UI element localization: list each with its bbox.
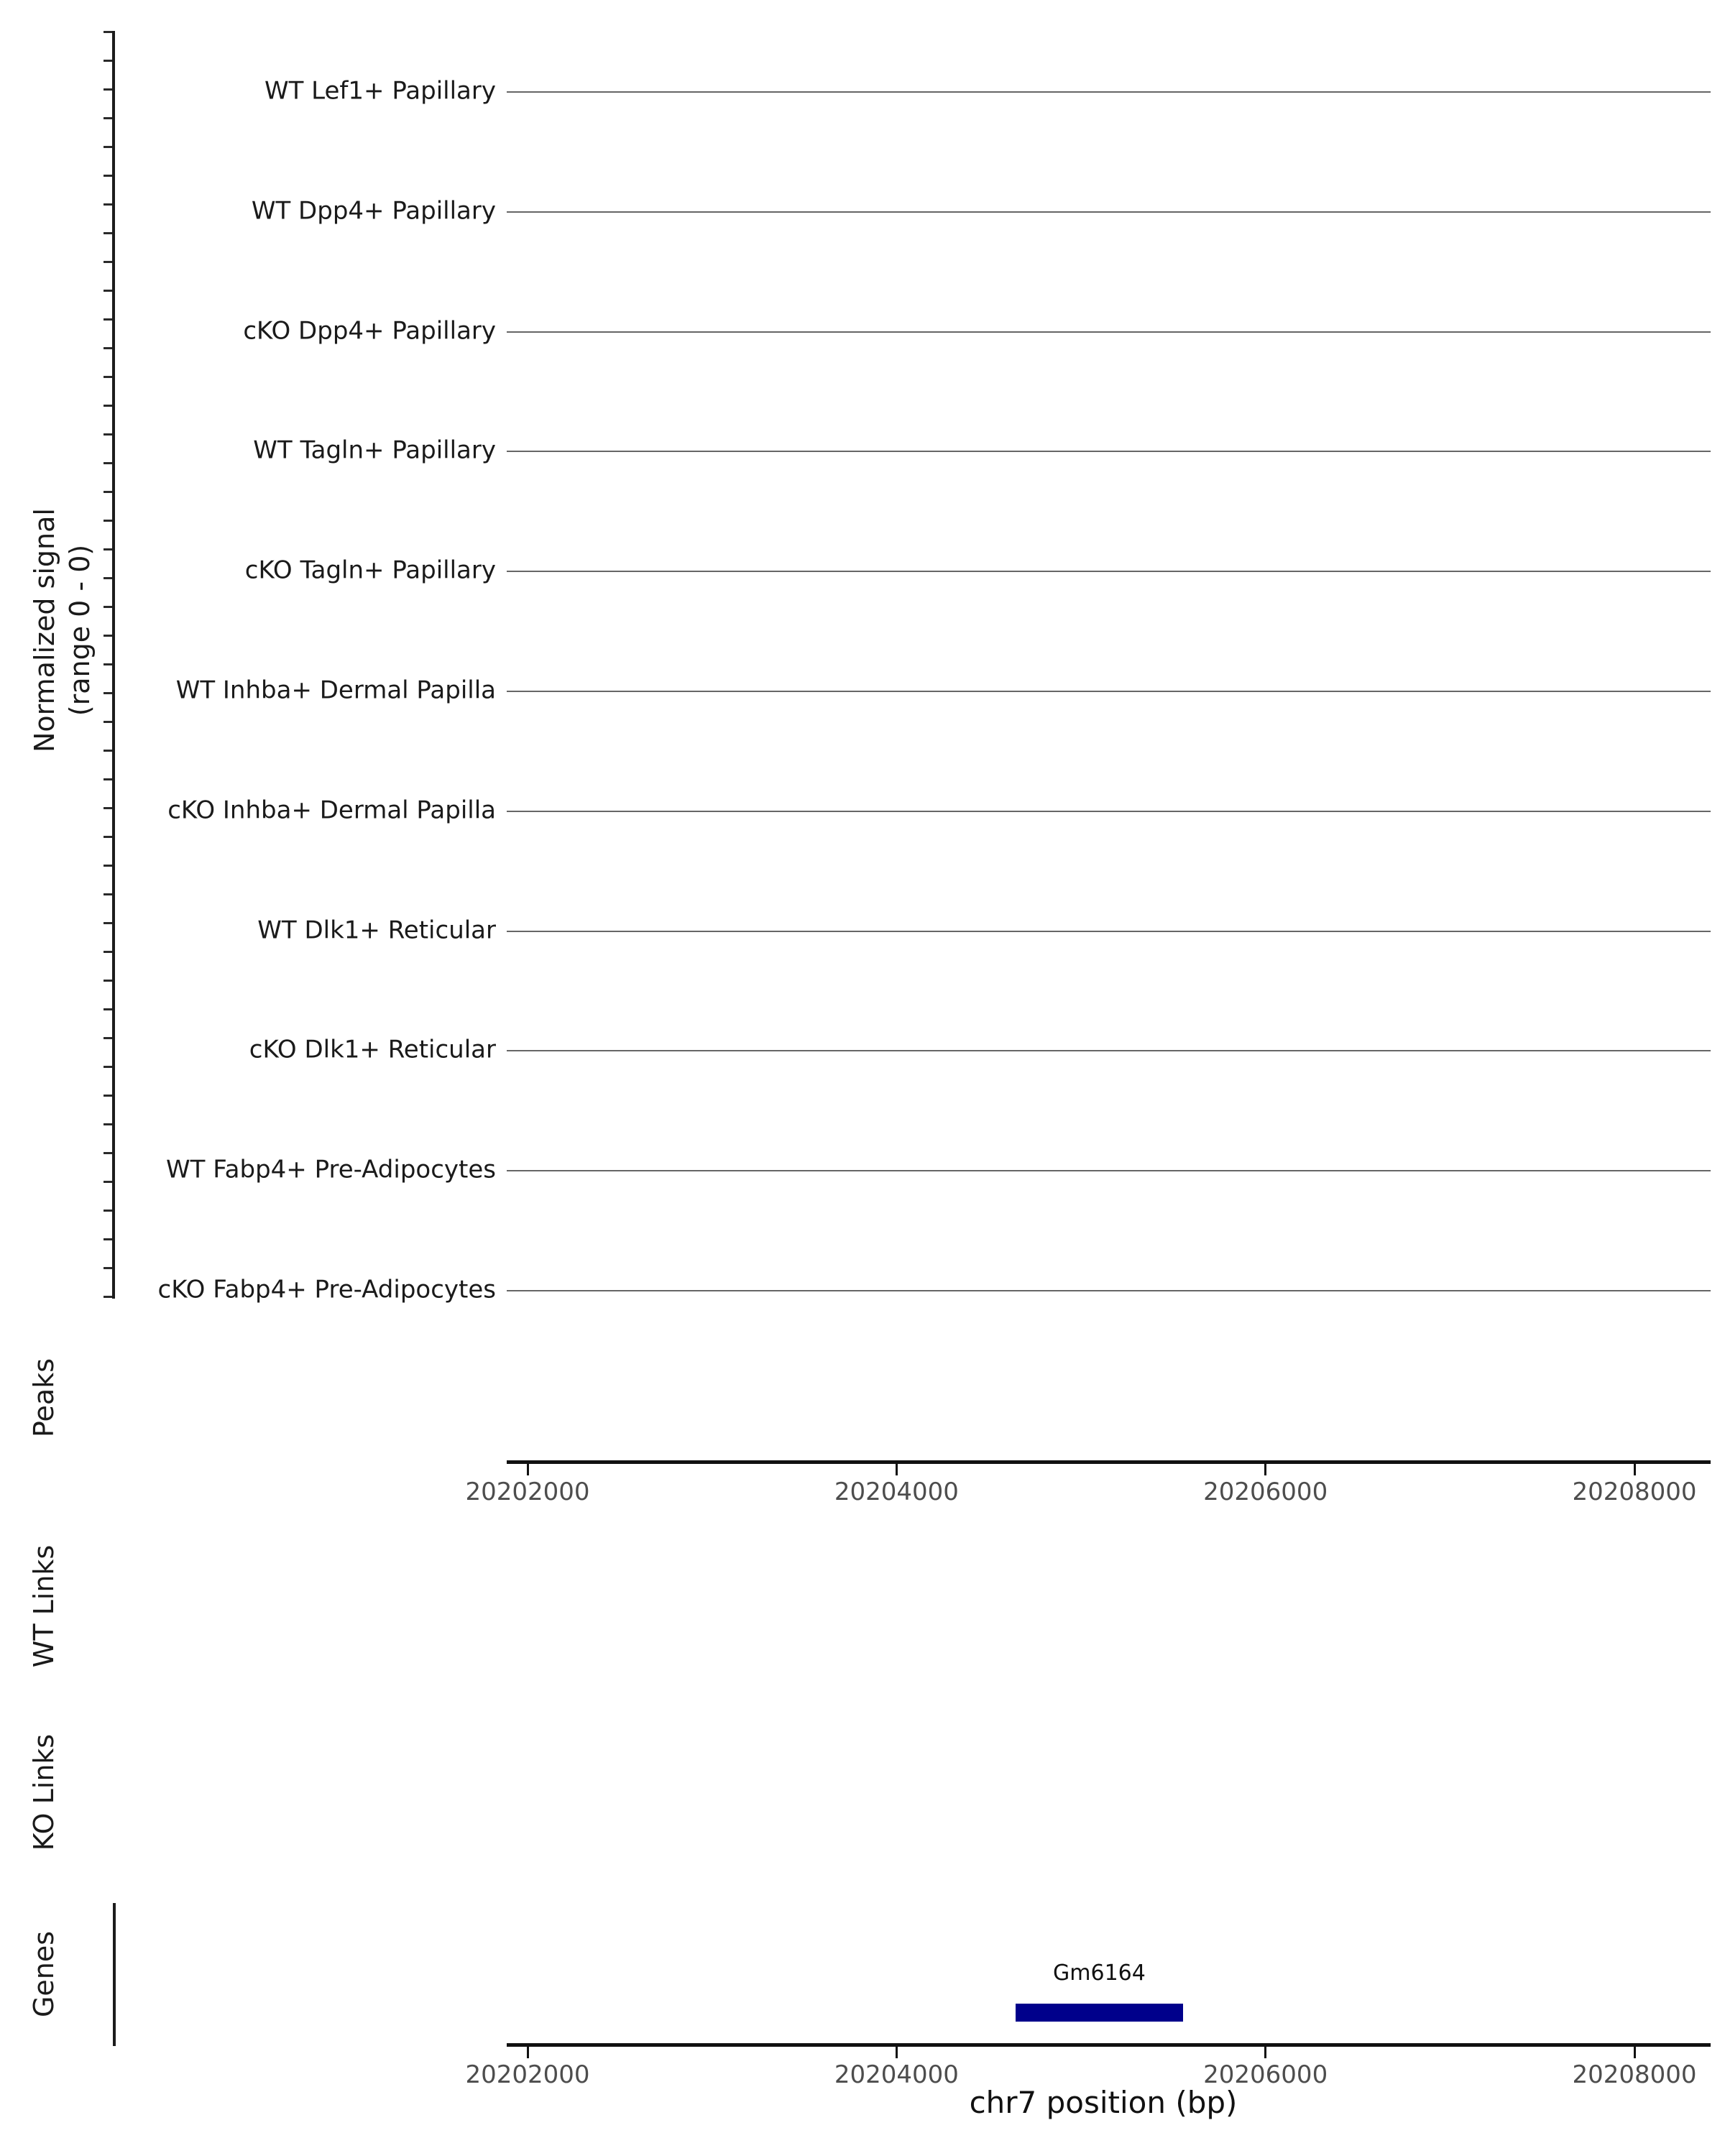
signal-axis-tick (104, 290, 112, 292)
ko-links-panel-label: KO Links (28, 1733, 60, 1851)
track-label: WT Lef1+ Papillary (264, 76, 496, 106)
y-axis-label-line2: (range 0 - 0) (64, 544, 96, 717)
signal-axis-tick (104, 376, 112, 378)
track-signal-line (507, 451, 1711, 452)
track-label: cKO Inhba+ Dermal Papilla (167, 796, 496, 825)
track-label: cKO Dpp4+ Papillary (243, 315, 496, 345)
signal-axis-tick (104, 520, 112, 522)
x-axis-tick (1634, 1464, 1636, 1475)
signal-axis-tick (104, 1238, 112, 1240)
track-label: cKO Tagln+ Papillary (244, 556, 496, 585)
signal-axis-tick (104, 1095, 112, 1097)
track-signal-line (507, 811, 1711, 812)
signal-axis-tick (104, 836, 112, 838)
x-axis-tick-label: 20206000 (1203, 1478, 1328, 1506)
x-axis-tick-label: 20202000 (465, 1478, 590, 1506)
signal-axis-tick (104, 1008, 112, 1010)
signal-axis-tick (104, 606, 112, 608)
peaks-panel-label: Peaks (28, 1358, 60, 1438)
x-axis-tick (1264, 1464, 1266, 1475)
track-label: WT Dlk1+ Reticular (257, 915, 496, 944)
gene-body-bar (1016, 2004, 1183, 2022)
track-signal-line (507, 931, 1711, 932)
x-axis-tick (896, 1464, 898, 1475)
signal-axis-tick (104, 1210, 112, 1212)
signal-axis-tick (104, 405, 112, 407)
signal-axis-tick (104, 232, 112, 234)
signal-axis-tick (104, 1152, 112, 1154)
track-signal-line (507, 1050, 1711, 1051)
signal-axis-tick (104, 117, 112, 119)
genes-panel-label: Genes (28, 1930, 60, 2018)
signal-axis-tick (104, 347, 112, 349)
x-axis-title: chr7 position (bp) (969, 2085, 1238, 2120)
signal-axis-tick (104, 146, 112, 148)
x-axis-tick-label: 20202000 (465, 2060, 590, 2089)
signal-axis-tick (104, 980, 112, 982)
signal-axis-tick (104, 951, 112, 953)
x-axis-tick-label: 20204000 (834, 2060, 959, 2089)
track-signal-line (507, 331, 1711, 333)
track-label: WT Tagln+ Papillary (253, 436, 496, 465)
wt-links-panel-label: WT Links (28, 1544, 60, 1668)
signal-axis-tick (104, 1066, 112, 1068)
x-axis-tick-label: 20206000 (1203, 2060, 1328, 2089)
track-label: WT Inhba+ Dermal Papilla (175, 676, 496, 705)
signal-axis-tick (104, 1267, 112, 1269)
track-label: cKO Dlk1+ Reticular (249, 1035, 496, 1064)
signal-axis-tick (104, 491, 112, 493)
x-axis-tick (896, 2047, 898, 2058)
track-signal-line (507, 1170, 1711, 1171)
track-label: WT Fabp4+ Pre-Adipocytes (166, 1155, 496, 1184)
signal-axis-tick (104, 31, 112, 33)
gene-label: Gm6164 (1053, 1961, 1146, 1986)
signal-axis-tick (104, 433, 112, 436)
signal-axis-tick (104, 865, 112, 867)
signal-axis-tick (104, 893, 112, 895)
track-signal-line (507, 1290, 1711, 1291)
y-axis-label (27, 508, 98, 752)
peaks-x-axis-line (507, 1460, 1711, 1464)
track-signal-line (507, 91, 1711, 93)
track-label: WT Dpp4+ Papillary (251, 196, 496, 226)
genes-panel-axis-line (113, 1903, 116, 2046)
x-axis-tick (1634, 2047, 1636, 2058)
x-axis-tick (527, 1464, 529, 1475)
signal-axis-tick (104, 721, 112, 723)
signal-axis-tick (104, 750, 112, 752)
signal-axis-tick (104, 60, 112, 62)
y-axis-label-line1: Normalized signal (29, 508, 60, 752)
track-label: cKO Fabp4+ Pre-Adipocytes (157, 1275, 496, 1304)
signal-axis-tick (104, 663, 112, 665)
track-signal-line (507, 691, 1711, 692)
signal-axis-tick (104, 635, 112, 637)
track-signal-line (507, 211, 1711, 213)
signal-axis-tick (104, 261, 112, 263)
signal-axis-tick (104, 778, 112, 780)
signal-axis-tick (104, 175, 112, 177)
x-axis-tick (1264, 2047, 1266, 2058)
track-signal-line (507, 571, 1711, 572)
signal-axis-tick (104, 1123, 112, 1125)
x-axis-tick-label: 20208000 (1572, 1478, 1697, 1506)
bottom-x-axis-line (507, 2043, 1711, 2047)
x-axis-tick (527, 2047, 529, 2058)
x-axis-tick-label: 20204000 (834, 1478, 959, 1506)
x-axis-tick-label: 20208000 (1572, 2060, 1697, 2089)
signal-axis-tick (104, 548, 112, 550)
